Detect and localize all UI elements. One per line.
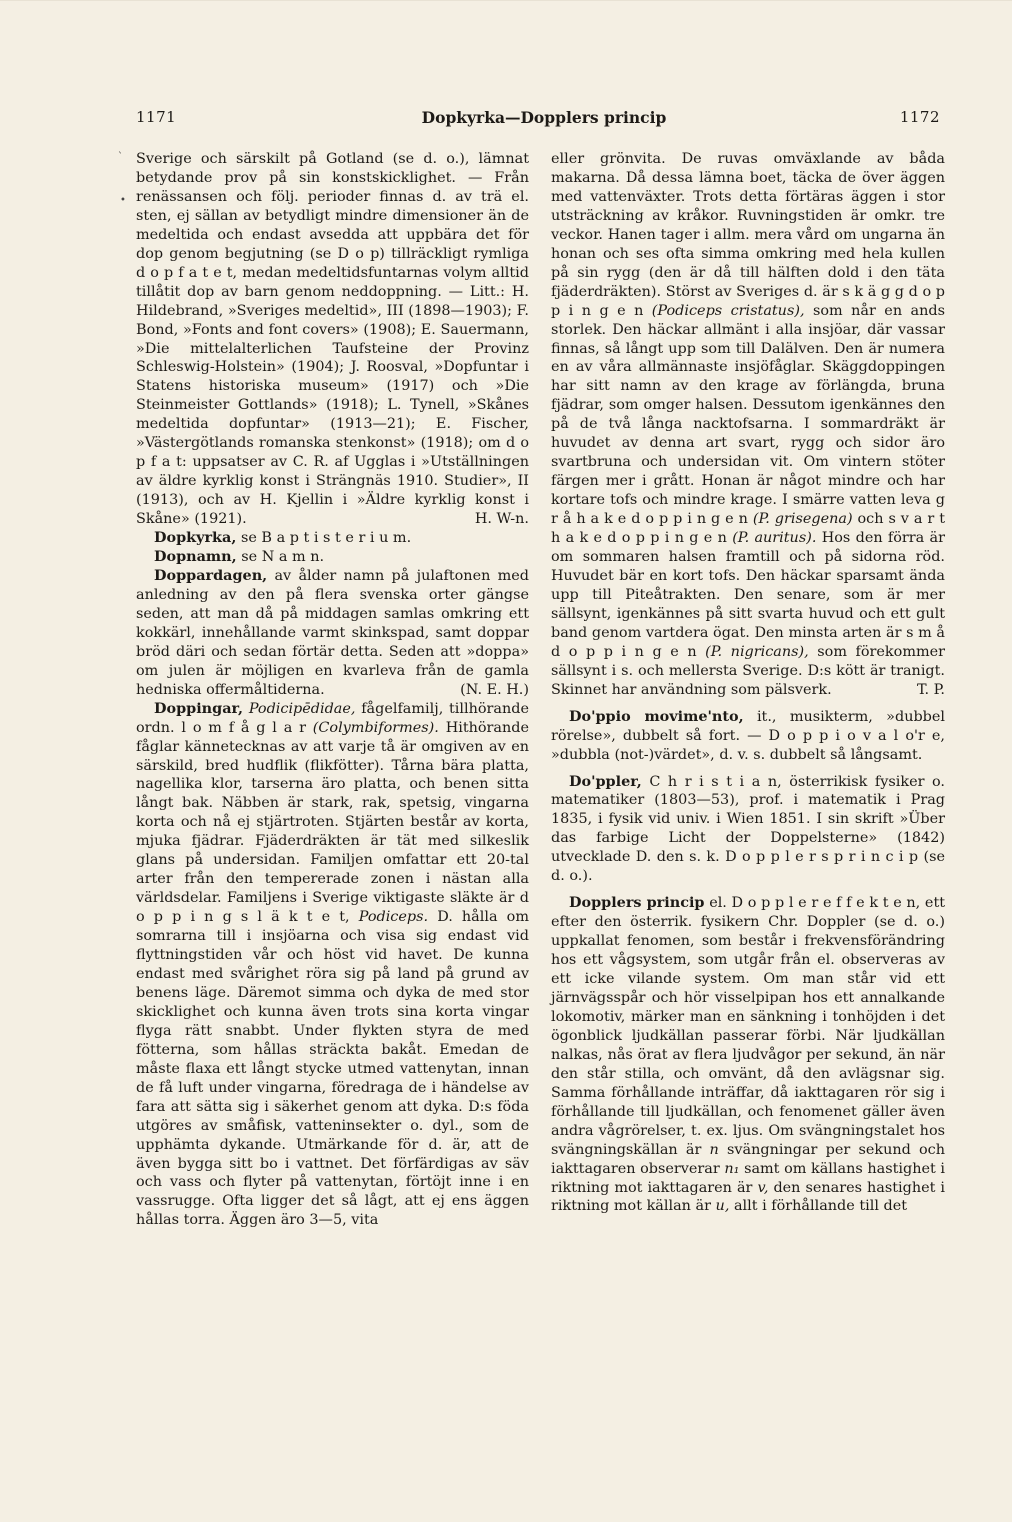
entry-doppio-movimento: Do'ppio movime'nto, it., musikterm, »dubbel rörelse», dubbelt så fort. — D o p p i o v a l o'r e, »dubbla (not-)värdet», d. v. s. dubbelt så långsamt.: [551, 707, 946, 763]
entry-doppardagen: Doppardagen, av ålder namn på julaftonen med anledning av den på flera svenska orter gängse seden, att man då på middagen samlas omkring ett kokkärl, innehållande varmt skinkspad, samt doppar bröd däri och sedan förtär detta. Seden att »doppa» om julen är möjligen en kvarleva från de gamla hedniska offermåltiderna. (N. E. H.): [136, 566, 529, 698]
running-title: Dopkyrka—Dopplers princip: [421, 108, 667, 127]
headword: Doppingar,: [154, 699, 244, 717]
page-edge: [0, 0, 1012, 1]
signature: (N. E. H.): [460, 681, 529, 698]
headword: Do'ppio movime'nto,: [569, 707, 744, 725]
page-number-left: 1171: [136, 108, 177, 126]
right-column: [551, 150, 945, 1216]
signature: T. P.: [917, 681, 945, 698]
headword: Do'ppler,: [569, 772, 642, 790]
headword: Doppardagen,: [154, 566, 268, 584]
margin-dot: •: [120, 195, 126, 206]
headword: Dopkyrka,: [154, 529, 237, 547]
entry-dopkyrka: Dopkyrka, se B a p t i s t e r i u m.: [154, 529, 412, 547]
entry-dopfunt-continued: Sverige och särskilt på Gotland (se d. o.), lämnat betydande prov på sin konstskicklighet. — Från renässansen och följ. perioder finnas d. av trä el. sten, ej sällan av betydligt mindre dimensioner än de medeltida och endast avsedda att uppbära det för dop genom begjutning (se D o p) tillräckligt rymliga d o p f a t e t, medan medeltidsfuntarnas volym alltid tillåtit dop av barn genom neddoppning. — Litt.: H. Hildebrand, »Sveriges medeltid», III (1898—1903); F. Bond, »Fonts and font covers» (1908); E. Sauermann, »Die mittelalterlichen Taufsteine der Provinz Schleswig-Holstein» (1904); J. Roosval, »Dopfuntar i Statens historiska museum» (1917) och »Die Steinmeister Gottlands» (1918); L. Tynell, »Skånes medeltida dopfuntar» (1913—21); E. Fischer, »Västergötlands romanska stenkonst» (1918); om d o p f a t: uppsatser av C. R. af Ugglas i »Utställningen av äldre kyrklig konst i Strängnäs 1910. Studier», II (1913), och av H. Kjellin i »Äldre kyrklig konst i Skåne» (1921). H. W-n.: [136, 151, 529, 528]
entry-doppingar: Doppingar, Podicipēdidae, fågelfamilj, tillhörande ordn. l o m f å g l a r (Colymbiformes). Hithörande fåglar kännetecknas av att varje tå är omgiven av en särskild, bred hudflik (flikfötter). Tårna bära platta, nagellika klor, tarserna äro platta, och benen sitta långt bak. Näbben är stark, rak, spetsig, vingarna korta och nå ej stjärtroten. Stjärten består av korta, mjuka fjädrar. Fjäderdräkten är tät med silkeslik glans på undersidan. Familjen omfattar ett 20-tal arter från den tempererade zonen i nästan alla världsdelar. Familjens i Sverige viktigaste släkte är d o p p i n g s l ä k t e t, Podiceps. D. hålla om somrarna till i insjöarna och visa sig endast vid flyttningstiden vår och höst vid havet. De kunna endast med svårighet röra sig på land på grund av benens läge. Däremot simma och dyka de med stor skicklighet och kunna även trots sina korta vingar flyga rätt snabbt. Under flykten styra de med fötterna, som hållas sträckta bakåt. Emedan de måste flaxa ett långt stycke utmed vattenytan, innan de få luft under vingarna, föredraga de i händelse av fara att sätta sig i säkerhet genom att dyka. D:s föda utgöres av småfisk, vatteninsekter o. dyl., som de upphämta dykande. Utmärkande för d. är, att de även bygga sitt bo i vattnet. Det förfärdigas av säv och vass och flyter på vattenytan, förtöjt inne i en vassrugge. Ofta ligger det så lågt, att ej ens äggen hållas torra. Äggen äro 3—5, vita: [136, 699, 530, 1229]
left-column: [136, 150, 529, 1230]
headword: Dopnamn,: [154, 548, 237, 566]
margin-mark: `: [118, 152, 123, 163]
entry-doppler: Do'ppler, C h r i s t i a n, österrikisk fysiker o. matematiker (1803—53), prof. i matematik i Prag 1835, i fysik vid univ. i Wien 1851. I sin skrift »Über das farbige Licht der Doppelsterne» (1842) utvecklade D. den s. k. D o p p l e r s p r i n c i p (se d. o.).: [551, 772, 946, 885]
entry-dopplers-princip: Dopplers princip el. D o p p l e r e f f e k t e n, ett efter den österrik. fysikern Chr. Doppler (se d. o.) uppkallat fenomen, som består i frekvensförändring hos ett vågsystem, som utgår från el. observeras av ett icke vilande system. Om man står vid ett järnvägsspår och hör visselpipan hos ett annalkande lokomotiv, märker man en sänkning i tonhöjden i det ögonblick ljudkällan passerar förbi. När ljudkällan nalkas, nås örat av flera ljudvågor per sekund, än när den står stilla, och omvänt, då den avlägsnar sig. Samma förhållande inträffar, då iakttagaren rör sig i förhållande till ljudkällan, och fenomenet gäller även andra vågrörelser, t. ex. ljus. Om svängningstalet hos svängningskällan är n svängningar per sekund och iakttagaren observerar n₁ samt om källans hastighet i riktning mot iakttagaren är v, den senares hastighet i riktning mot källan är u, allt i förhållande till det: [551, 894, 946, 1215]
entry-doppingar-continued: eller grönvita. De ruvas omväxlande av båda makarna. Då dessa lämna boet, täcka de över äggen med vattenväxter. Trots detta förtäras äggen i stor utsträckning av kråkor. Ruvningstiden är omkr. tre veckor. Hanen tager i allm. mera vård om ungarna än honan och ses ofta simma omkring med hela kullen på sin rygg (den är då till hälften dold i den täta fjäderdräkten). Störst av Sveriges d. är s k ä g g d o p p i n g e n (Podiceps cristatus), som når en ands storlek. Den häckar allmänt i alla insjöar, där vassar finnas, så långt upp som till Dalälven. Den är numera en av våra allmännaste insjöfåglar. Skäggdoppingen har sitt namn av den krage av förlängda, bruna fjädrar, som omger halsen. Dessutom igenkännes den på de två långa nacktofsarna. I sommardräkt är huvudet av denna art svart, rygg och sidor äro svartbruna och undersidan vit. Om vintern stöter färgen mer i grått. Honan är något mindre och har kortare tofs och mindre krage. I smärre vatten leva g r å h a k e d o p p i n g e n (P. grisegena) och s v a r t h a k e d o p p i n g e n (P. auritus). Hos den förra är om sommaren halsen framtill och på sidorna röd. Huvudet bär en kort tofs. Den häckar sparsamt ända upp till Piteåtrakten. Den senare, som är mer sällsynt, igenkännes på sitt svarta huvud och ett gult band genom vartdera ögat. Den minsta arten är s m å d o p p i n g e n (P. nigricans), som förekommer sällsynt i s. och mellersta Sverige. D:s kött är tranigt. Skinnet har användning som pälsverk. T. P.: [551, 151, 946, 698]
page-number-right: 1172: [899, 108, 940, 126]
signature: H. W-n.: [474, 511, 529, 528]
headword: Dopplers princip: [569, 894, 705, 912]
entry-dopnamn: Dopnamn, se N a m n.: [154, 548, 325, 566]
running-header: [136, 108, 952, 132]
